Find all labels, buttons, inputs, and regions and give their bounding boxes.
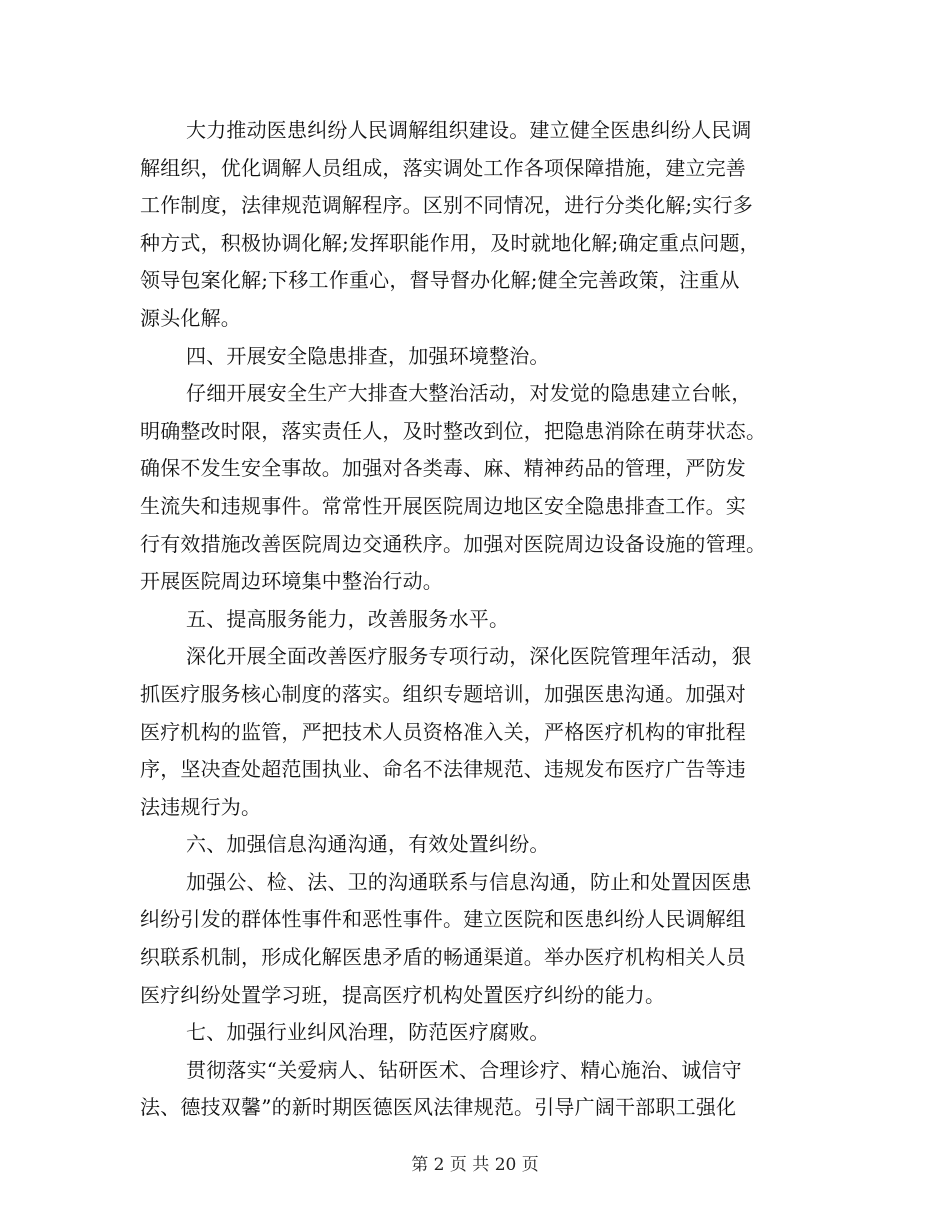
text-line: 工作制度，法律规范调解程序。区别不同情况，进行分类化解;实行多 bbox=[140, 193, 753, 218]
text-line: 贯彻落实“关爱病人、钻研医术、合理诊疗、精心施治、诚信守 bbox=[186, 1057, 742, 1082]
text-line: 仔细开展安全生产大排查大整治活动，对发觉的隐患建立台帐， bbox=[186, 381, 752, 406]
text-line: 抓医疗服务核心制度的落实。组织专题培训，加强医患沟通。加强对 bbox=[140, 681, 746, 706]
text-line: 序，坚决查处超范围执业、命名不法律规范、违规发布医疗广告等违 bbox=[140, 757, 746, 782]
text-line: 七、加强行业纠风治理，防范医疗腐败。 bbox=[186, 1020, 550, 1045]
text-line: 五、提高服务能力，改善服务水平。 bbox=[186, 606, 510, 631]
text-line: 六、加强信息沟通沟通，有效处置纠纷。 bbox=[186, 832, 550, 857]
text-line: 种方式，积极协调化解;发挥职能作用，及时就地化解;确定重点问题， bbox=[140, 230, 760, 255]
text-line: 法违规行为。 bbox=[140, 794, 262, 819]
text-line: 确保不发生安全事故。加强对各类毒、麻、精神药品的管理，严防发 bbox=[140, 456, 746, 481]
text-line: 大力推动医患纠纷人民调解组织建设。建立健全医患纠纷人民调 bbox=[186, 118, 752, 142]
text-line: 医疗机构的监管，严把技术人员资格准入关，严格医疗机构的审批程 bbox=[140, 719, 746, 744]
text-line: 四、开展安全隐患排查，加强环境整治。 bbox=[186, 343, 550, 368]
text-line: 纠纷引发的群体性事件和恶性事件。建立医院和医患纠纷人民调解组 bbox=[140, 907, 746, 932]
text-line: 生流失和违规事件。常常性开展医院周边地区安全隐患排查工作。实 bbox=[140, 493, 746, 518]
text-line: 解组织，优化调解人员组成，落实调处工作各项保障措施，建立完善 bbox=[140, 155, 746, 180]
text-line: 开展医院周边环境集中整治行动。 bbox=[140, 569, 443, 594]
text-line: 法、德技双馨”的新时期医德医风法律规范。引导广阔干部职工强化 bbox=[140, 1095, 737, 1120]
text-line: 医疗纠纷处置学习班，提高医疗机构处置医疗纠纷的能力。 bbox=[140, 982, 666, 1007]
text-line: 明确整改时限，落实责任人，及时整改到位，把隐患消除在萌芽状态。 bbox=[140, 418, 767, 443]
text-line: 织联系机制，形成化解医患矛盾的畅通渠道。举办医疗机构相关人员 bbox=[140, 945, 746, 970]
text-line: 源头化解。 bbox=[140, 305, 241, 330]
document-body bbox=[140, 112, 810, 1127]
text-line: 领导包案化解;下移工作重心，督导督办化解;健全完善政策，注重从 bbox=[140, 268, 740, 293]
text-line: 深化开展全面改善医疗服务专项行动，深化医院管理年活动，狠 bbox=[186, 644, 752, 669]
text-line: 加强公、检、法、卫的沟通联系与信息沟通，防止和处置因医患 bbox=[186, 869, 752, 894]
text-line: 行有效措施改善医院周边交通秩序。加强对医院周边设备设施的管理。 bbox=[140, 531, 767, 556]
page-footer: 第 2 页 共 20 页 bbox=[411, 1155, 539, 1175]
